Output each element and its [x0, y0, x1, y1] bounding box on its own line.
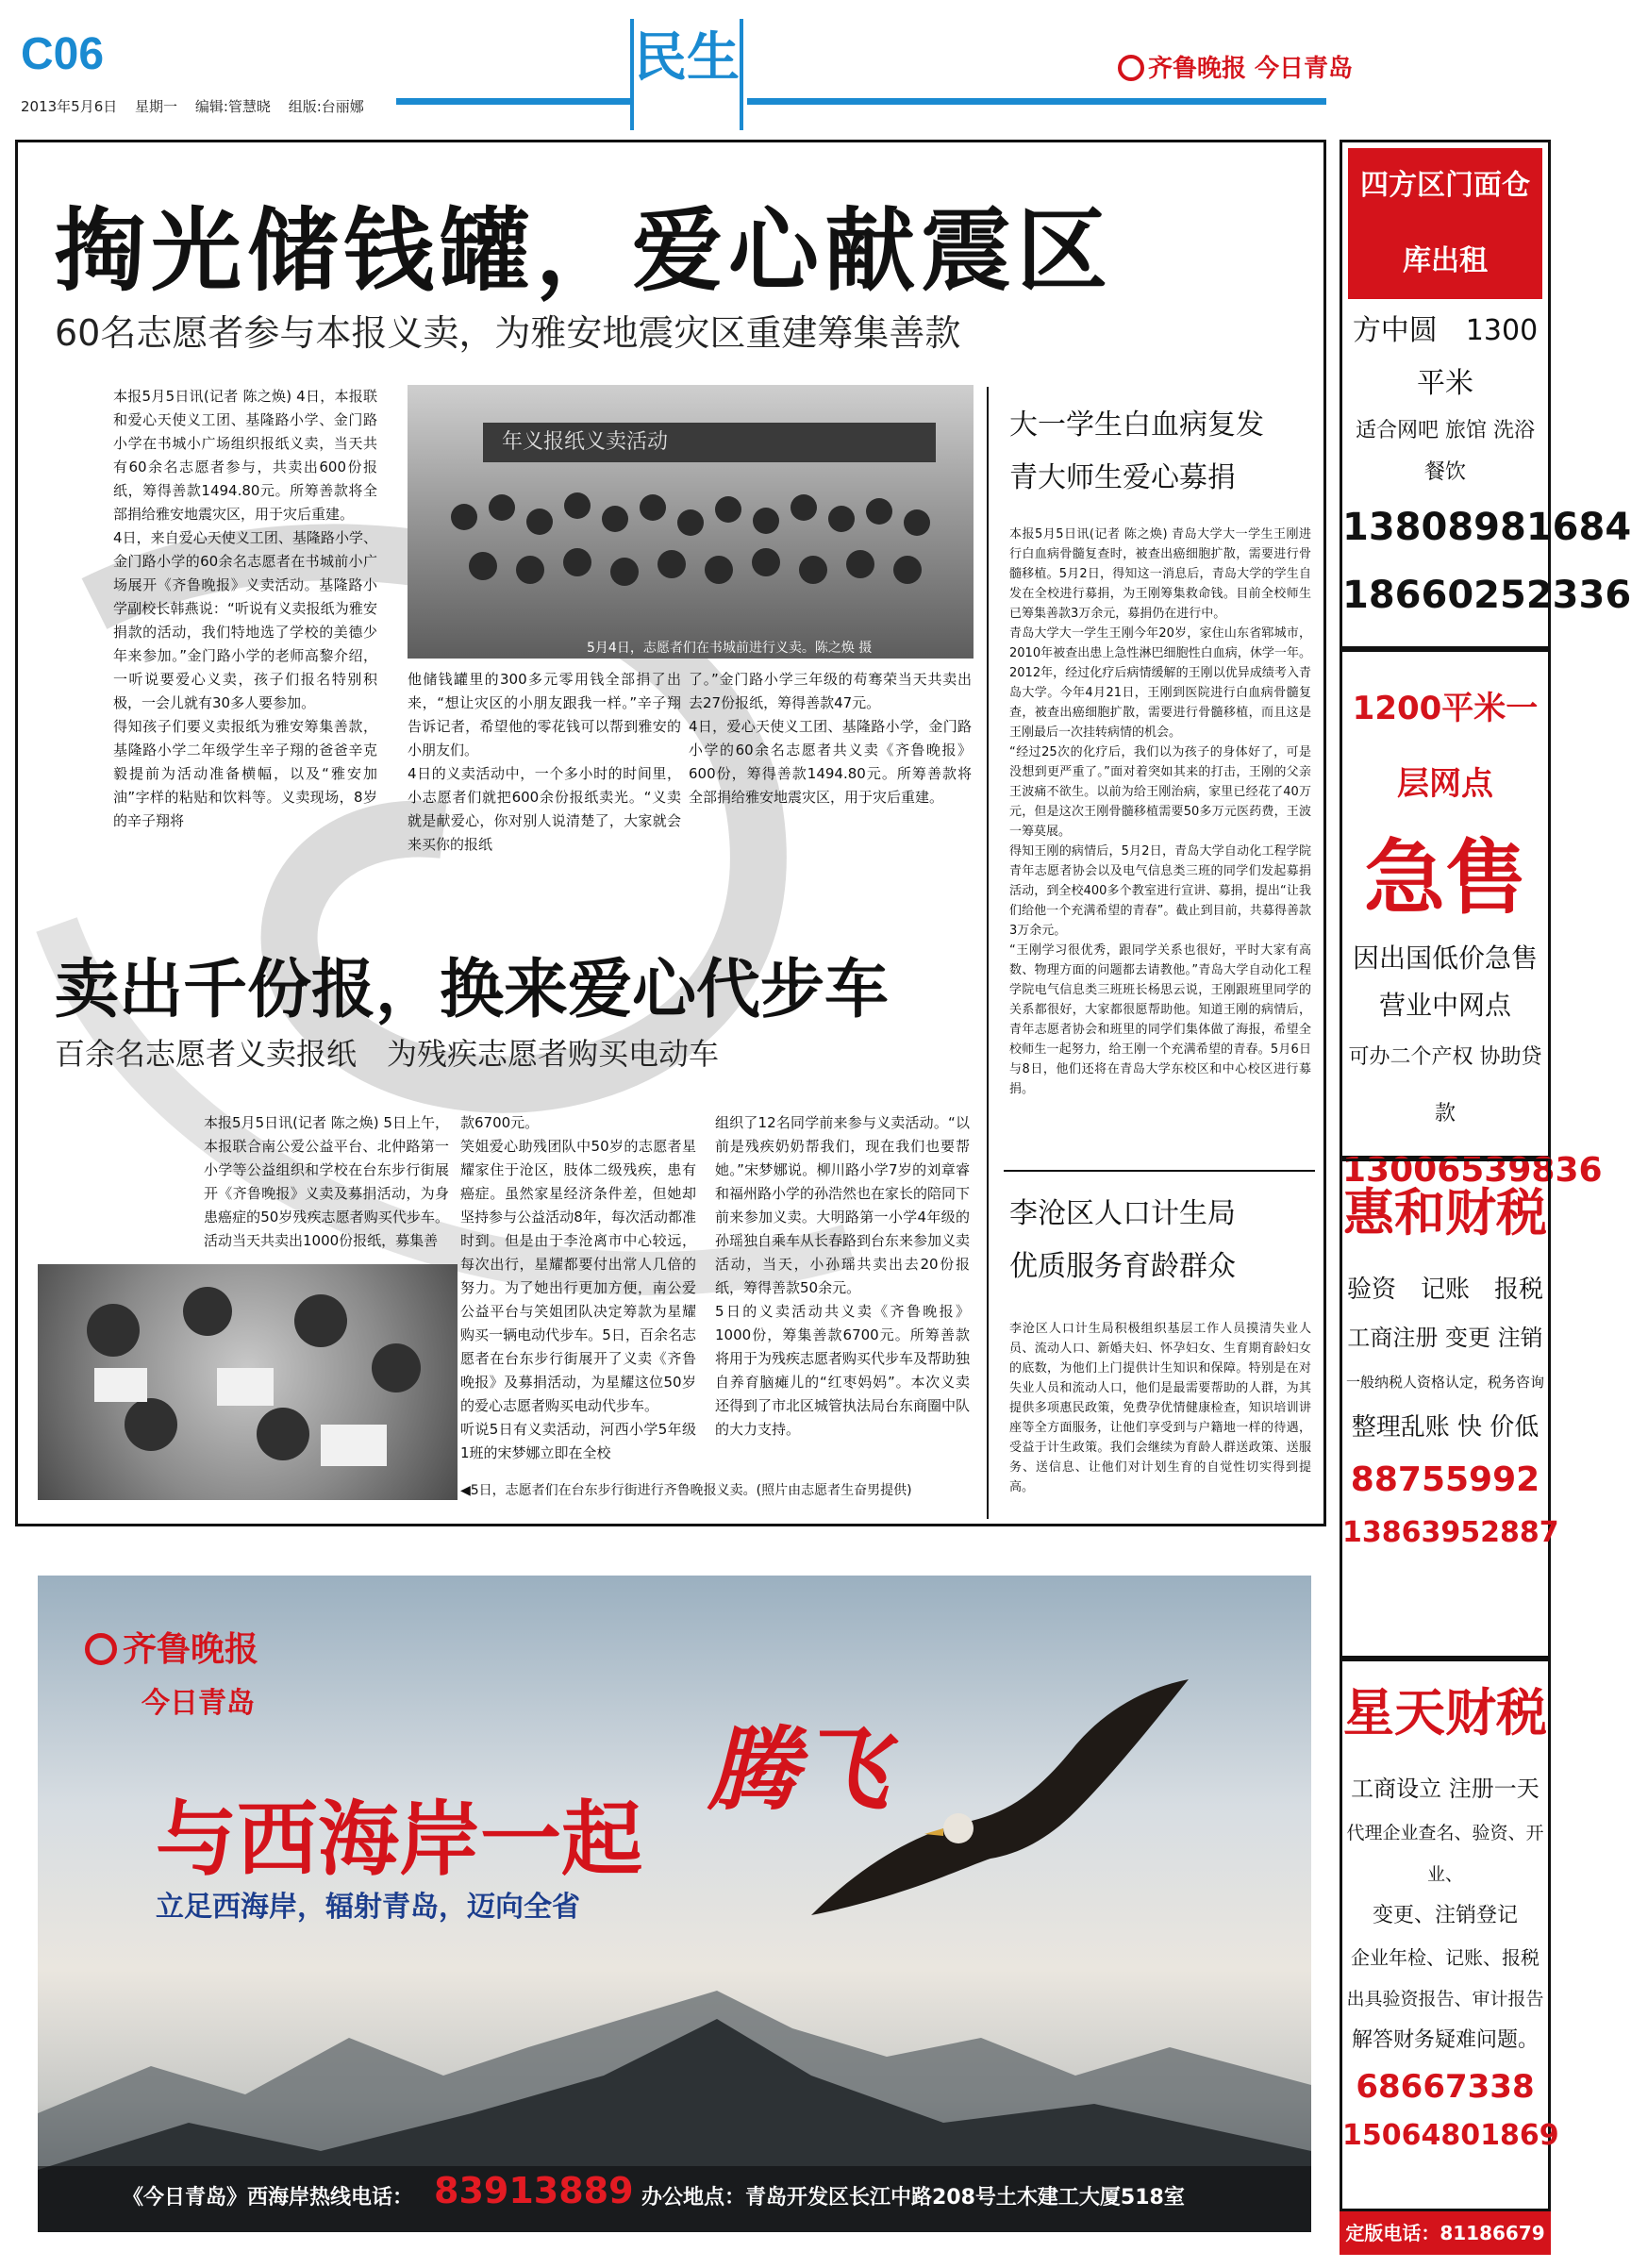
ad-sale-big: 急售 — [1364, 831, 1526, 926]
ad-footer — [1340, 2211, 1551, 2255]
ad-rental-line1: 方中圆 1300平米 — [1352, 314, 1539, 400]
header-rule-right — [747, 98, 1326, 105]
banner-tagline: 立足西海岸，辐射青岛，迈向全省 — [156, 1891, 580, 1924]
ad-sale-line2: 因出国低价急售 — [1352, 942, 1538, 974]
section-tab — [630, 19, 743, 130]
ad-xingtian-phone1: 68667338 — [1356, 2068, 1535, 2106]
story1-column-1: 本报5月5日讯(记者 陈之焕) 4日，本报联和爱心天使义工团、基隆路小学、金门路小学在书城小广场组织报纸义卖，当天共有60余名志愿者参与，共卖出600份报纸，筹得善款1494.80元。所筹善款将全部捐给雅安地震灾区，用于灾后重建。 4日，来自爱心天使义工团、基隆路小学、金门路小学的60余名志愿者在书城前小广场展开《齐鲁晚报》义卖活动。基隆路小学副校长韩燕说：“听说有义卖报纸为雅安捐款的活动，我们特地选了学校的美德少年来参加。”金门路小学的老师高黎介绍，一听说要爱心义卖，孩子们报名特别积极，一会儿就有30多人要参加。 得知孩子们要义卖报纸为雅安筹集善款，基隆路小学二年级学生辛子翔的爸爸辛克毅提前为活动准备横幅，以及“雅安加油”字样的粘贴和饮料等。义卖现场，8岁的辛子翔将 — [113, 388, 377, 829]
banner-hotline: 83913889 — [434, 2170, 634, 2211]
ad-xingtian — [1340, 1659, 1559, 2211]
story2-column-3: 组织了12名同学前来参与义卖活动。“以前是残疾奶奶帮我们，现在我们也要帮她。”宋梦娜说。柳川路小学7岁的刘章睿和福州路小学的孙浩然也在家长的陪同下前来参加义卖。大明路第一小学4年级的孙瑶独自乘车从长春路到台东来参加义卖活动，当天，小孙瑶共卖出去20份报纸，筹得善款50余元。 5日的义卖活动共义卖《齐鲁晚报》1000份，筹集善款6700元。所筹善款将用于为残疾志愿者购买代步车及帮助独自养育脑瘫儿的“红枣妈妈”。本次义卖还得到了市北区城管执法局台东商圈中队的大力支持。 — [715, 1114, 971, 1438]
ad-huihe-phone1: 88755992 — [1350, 1460, 1540, 1499]
banner-address: 办公地点：青岛开发区长江中路208号土木建工大厦518室 — [641, 2186, 1185, 2210]
page-number: C06 — [21, 29, 105, 79]
ad-sale-line3: 营业中网点 — [1378, 990, 1511, 1021]
story2-photo-caption: ◀5日，志愿者们在台东步行街进行齐鲁晚报义卖。(照片由志愿者生奋男提供) — [460, 1483, 912, 1498]
story4-body: 李沧区人口计生局积极组织基层工作人员摸清失业人员、流动人口、新婚夫妇、怀孕妇女、生育期育龄妇女的底数，为他们上门提供计生知识和保障。特别是在对失业人员和流动人口，他们是最需要帮助的人群，为其提供多项惠民政策，免费孕优情健康检查，知识培训讲座等全方面服务，让他们享受到与户籍地一样的待遇，受益于计生政策。我们会继续为育龄人群送政策、送服务、送信息、让他们对计划生育的自觉性切实得到提高。 — [1009, 1322, 1311, 1494]
ad-rental-title: 四方区门面仓库出租 — [1348, 148, 1542, 299]
ad-sale-line1: 1200平米一层网点 — [1352, 690, 1539, 803]
ad-huihe-line1: 验资 记账 报税 — [1346, 1276, 1543, 1304]
issue-date: 2013年5月6日 — [21, 98, 118, 115]
ad-xingtian-line1: 工商设立 注册一天 — [1351, 1776, 1539, 1802]
story2-subhead: 百余名志愿者义卖报纸 为残疾志愿者购买电动车 — [55, 1036, 720, 1072]
ad-rental-line2: 适合网吧 旅馆 洗浴 餐饮 — [1356, 419, 1535, 484]
editor-credit: 编辑:管慧晓 — [194, 98, 271, 115]
ad-huihe-title: 惠和财税 — [1343, 1183, 1547, 1242]
photo-crowd — [436, 479, 945, 621]
ad-rental-phone2: 18660252336 — [1342, 574, 1631, 617]
ad-footer-label: 定版电话： — [1345, 2222, 1440, 2244]
story2-photo — [38, 1264, 458, 1500]
story1-column-3: 了。”金门路小学三年级的苟骞荣当天共卖出去27份报纸，筹得善款47元。 4日，爱心天使义工团、基隆路小学，金门路小学的60余名志愿者共义卖《齐鲁晚报》600份，筹得善款1494.80元。所筹善款将全部捐给雅安地震灾区，用于灾后重建。 — [689, 671, 972, 806]
banner-hotline-label: 《今日青岛》西海岸热线电话： — [123, 2186, 414, 2210]
story1-column-2: 他储钱罐里的300多元零用钱全部捐了出来，“想让灾区的小朋友跟我一样。”辛子翔告诉记者，希望他的零花钱可以帮到雅安的小朋友们。 4日的义卖活动中，一个多小时的时间里，小志愿者们就把600余份报纸卖光。“义卖就是献爱心，你对别人说清楚了，大家就会来买你的报纸 — [408, 671, 681, 853]
story2-headline: 卖出千份报，换来爱心代步车 — [55, 953, 890, 1027]
ad-sale-line4: 可办二个产权 协助贷款 — [1348, 1045, 1542, 1126]
ad-xingtian-line6: 解答财务疑难问题。 — [1351, 2028, 1539, 2052]
ad-rental-phone1: 13808981684 — [1342, 506, 1631, 549]
eagle-icon — [792, 1670, 1198, 1953]
story2-column-1: 本报5月5日讯(记者 陈之焕) 5日上午，本报联合南公爱公益平台、北仲路第一小学等公益组织和学校在台东步行街展开《齐鲁晚报》义卖及募捐活动，为身患癌症的50岁残疾志愿者购买代步车。活动当天共卖出1000份报纸，募集善 — [204, 1114, 449, 1249]
story2-column-2: 款6700元。 笑姐爱心助残团队中50岁的志愿者星耀家住于沧区，肢体二级残疾，患有癌症。虽然家星经济条件差，但她却坚持参与公益活动8年，每次活动都准时到。但是由于李沧离市中心较远，每次出行，星耀都要付出常人几倍的努力。为了她出行更加方便，南公爱公益平台与笑姐团队决定筹款为星耀购买一辆电动代步车。5日，百余名志愿者在台东步行街展开了义卖《齐鲁晚报》及募捐活动，为星耀这位50岁的爱心志愿者购买电动代步车。 听说5日有义卖活动，河西小学5年级1班的宋梦娜立即在全校 — [460, 1114, 696, 1461]
ad-sale — [1340, 649, 1603, 1190]
banner-slogan: 与西海岸一起 — [156, 1793, 642, 1887]
brand-logo-icon — [1118, 55, 1144, 81]
issue-weekday: 星期一 — [135, 98, 178, 115]
ad-xingtian-phone2: 15064801869 — [1342, 2119, 1559, 2152]
ad-huihe — [1340, 1159, 1559, 1659]
dateline — [21, 96, 377, 116]
story1-headline: 掏光储钱罐，爱心献震区 — [55, 198, 1113, 304]
ad-huihe-line2: 工商注册 变更 注销 — [1347, 1325, 1543, 1351]
header-rule-left — [396, 98, 630, 105]
story-divider — [1004, 1170, 1315, 1172]
banner-slogan-art: 腾飞 — [707, 1717, 889, 1823]
ad-sale-phone: 13006539836 — [1342, 1151, 1603, 1190]
ad-xingtian-line3: 变更、注销登记 — [1372, 1904, 1518, 1927]
banner-brand-sub: 今日青岛 — [141, 1687, 255, 1720]
photo-banner-text: 年义报纸义卖活动 — [483, 423, 936, 462]
section-name: 民生 — [634, 27, 740, 89]
story1-photo — [408, 385, 974, 659]
ad-xingtian-title: 星天财税 — [1343, 1683, 1547, 1743]
ad-huihe-phone2: 13863952887 — [1342, 1516, 1559, 1549]
story1-photo-caption: 5月4日，志愿者们在书城前进行义卖。陈之焕 摄 — [587, 641, 873, 656]
ad-rental — [1340, 140, 1631, 649]
layout-credit: 组版:台丽娜 — [288, 98, 364, 115]
banner-logo-icon — [85, 1633, 117, 1665]
story3-headline-line2: 青大师生爱心募捐 — [1009, 461, 1236, 494]
ad-footer-phone: 81186679 — [1440, 2222, 1545, 2244]
ad-xingtian-line2: 代理企业查名、验资、开业、 — [1346, 1823, 1544, 1885]
story4-headline-line1: 李沧区人口计生局 — [1009, 1197, 1236, 1230]
story3-headline-line1: 大一学生白血病复发 — [1009, 409, 1264, 442]
story4-headline-line2: 优质服务育龄群众 — [1009, 1250, 1236, 1283]
story1-subhead: 60名志愿者参与本报义卖，为雅安地震灾区重建筹集善款 — [55, 312, 961, 354]
ad-xingtian-line5: 出具验资报告、审计报告 — [1346, 1989, 1544, 2010]
banner-brand: 齐鲁晚报 — [85, 1623, 258, 1671]
ad-xingtian-line4: 企业年检、记账、报税 — [1351, 1946, 1539, 1969]
promo-banner — [38, 1576, 1311, 2232]
column-divider — [987, 387, 989, 1519]
ad-huihe-line3: 一般纳税人资格认定，税务咨询 — [1345, 1374, 1544, 1391]
ad-huihe-line4: 整理乱账 快 价低 — [1351, 1413, 1539, 1442]
story3-body: 本报5月5日讯(记者 陈之焕) 青岛大学大一学生王刚进行白血病骨髓复查时，被查出癌细胞扩散，需要进行骨髓移植。5月2日，得知这一消息后，青岛大学的学生自发在全校进行募捐，为王刚筹集救命钱。目前全校师生已筹集善款3万余元，募捐仍在进行中。 青岛大学大一学生王刚今年20岁，家住山东省郓城市，2010年被查出患上急性淋巴细胞性白血病，休学一年。2012年，经过化疗后病情缓解的王刚以优异成绩考入青岛大学。今年4月21日，王刚到医院进行白血病骨髓复查，被查出癌细胞扩散，需要进行骨髓移植，而且这是王刚最后一次挂转病情的机会。 “经过25次的化疗后，我们以为孩子的身体好了，可是没想到更严重了。”面对着突如其来的打击，王刚的父亲王波痛不欲生。以前为给王刚治病，家里已经花了40万元，但是这次王刚骨髓移植需要50多万元医药费，王波一筹莫展。 得知王刚的病情后，5月2日，青岛大学自动化工程学院青年志愿者协会以及电气信息类三班的同学们发起募捐活动，到全校400多个教室进行宣讲、募捐，提出“让我们给他一个充满希望的青春”。截止到目前，共募得善款3万余元。 “王刚学习很优秀，跟同学关系也很好，平时大家有高数、物理方面的问题都去请教他。”青岛大学自动化工程学院电气信息类三班班长杨思云说，王刚跟班里同学的关系都很好，大家都很愿帮助他。知道王刚的病情后，青年志愿者协会和班里的同学们集体做了海报，希望全校师生一起努力，给王刚一个充满希望的青春。5月6日与8日，他们还将在青岛大学东校区和中心校区进行募捐。 — [1009, 527, 1311, 1096]
masthead-brand: 齐鲁晚报 今日青岛 — [1118, 49, 1353, 84]
